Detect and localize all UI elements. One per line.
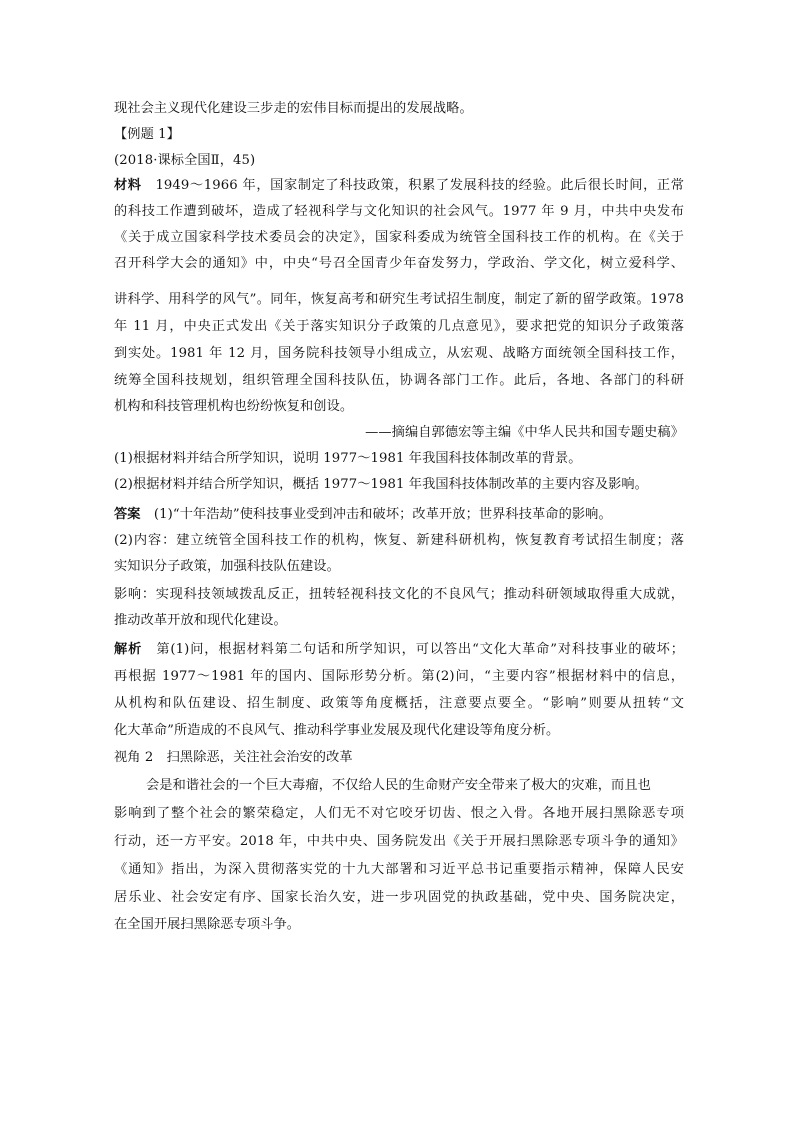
material-line: 统筹全国科技规划，组织管理全国科技队伍，协调各部门工作。此后，各地、各部门的科研: [114, 373, 684, 388]
question-1: (1)根据材料并结合所学知识，说明 1977～1981 年我国科技体制改革的背景。: [114, 451, 582, 466]
material-line: 讲科学、用科学的风气”。同年，恢复高考和研究生考试招生制度，制定了新的留学政策。1978: [114, 292, 684, 307]
answer-label: 答案: [114, 507, 141, 522]
answer-line: 推动改革开放和现代化建设。: [114, 613, 287, 628]
question-2: (2)根据材料并结合所学知识，概括 1977～1981 年我国科技体制改革的主要内容及影响。: [114, 477, 648, 492]
material-line: 召开科学大会的通知》中，中央“号召全国青少年奋发努力，学政治、学文化，树立爱科学、: [114, 256, 684, 271]
body-line: 影响到了整个社会的繁荣稳定，人们无不对它咬牙切齿、恨之入骨。各地开展扫黑除恶专项: [114, 806, 684, 821]
body-line: 行动，还一方平安。2018 年，中共中央、国务院发出《关于开展扫黑除恶专项斗争的通知》: [114, 834, 684, 849]
section-heading: 视角 2 扫黑除恶，关注社会治安的改革: [114, 750, 353, 765]
material-attribution: ——摘编自郭德宏等主编《中华人民共和国专题史稿》: [365, 425, 684, 440]
answer-text: (1)“十年浩劫”使科技事业受到冲击和破坏；改革开放；世界科技革命的影响。: [153, 507, 612, 522]
material-line: 到实处。1981 年 12 月，国务院科技领导小组成立，从宏观、战略方面统领全国科技工作，: [114, 346, 684, 361]
analysis-line: 从机构和队伍建设、招生制度、政策等角度概括，注意要点要全。“影响”则要从扭转“文: [114, 696, 684, 711]
analysis-line: [114, 637, 684, 663]
material-line: 机构和科技管理机构也纷纷恢复和创设。: [114, 399, 354, 414]
example-heading: 【例题 1】: [114, 127, 180, 142]
material-text: 1949～1966 年，国家制定了科技政策，积累了发展科技的经验。此后很长时间，正常: [155, 178, 684, 193]
material-line: [114, 173, 684, 199]
material-line: 年 11 月，中央正式发出《关于落实知识分子政策的几点意见》，要求把党的知识分子政策落: [114, 319, 684, 334]
analysis-text: 第(1)问，根据材料第二句话和所学知识，可以答出“文化大革命”对科技事业的破坏；: [156, 642, 684, 657]
body-line: 《通知》指出，为深入贯彻落实党的十九大部署和习近平总书记重要指示精神，保障人民安: [114, 862, 684, 877]
body-line: 在全国开展扫黑除恶专项斗争。: [114, 917, 301, 932]
material-line: 《关于成立国家科学技术委员会的决定》，国家科委成为统管全国科技工作的机构。在《关于: [114, 230, 684, 245]
answer-line: 影响：实现科技领域拨乱反正，扭转轻视科技文化的不良风气；推动科研领域取得重大成就，: [114, 587, 684, 602]
body-line: 居乐业、社会安定有序、国家长治久安，进一步巩固党的执政基础，党中央、国务院决定，: [114, 890, 684, 905]
text-line: 现社会主义现代化建设三步走的宏伟目标而提出的发展战略。: [114, 101, 473, 116]
analysis-line: 再根据 1977～1981 年的国内、国际形势分析。第(2)问，“主要内容”根据材料中的信息，: [114, 669, 684, 684]
answer-line: 实知识分子政策，加强科技队伍建设。: [114, 559, 340, 574]
analysis-line: 化大革命”所造成的不良风气、推动科学事业发展及现代化建设等角度分析。: [114, 723, 560, 738]
source-citation: (2018·课标全国Ⅱ，45): [114, 153, 256, 168]
answer-line: (2)内容：建立统管全国科技工作的机构，恢复、新建科研机构，恢复教育考试招生制度；落: [114, 533, 684, 548]
material-label: 材料: [114, 178, 142, 193]
body-line: 会是和谐社会的一个巨大毒瘤，不仅给人民的生命财产安全带来了极大的灾难，而且也: [146, 778, 651, 793]
material-line: 的科技工作遭到破坏，造成了轻视科学与文化知识的社会风气。1977 年 9 月，中共中央发布: [114, 204, 684, 219]
analysis-label: 解析: [114, 642, 143, 657]
answer-line: [114, 502, 684, 528]
